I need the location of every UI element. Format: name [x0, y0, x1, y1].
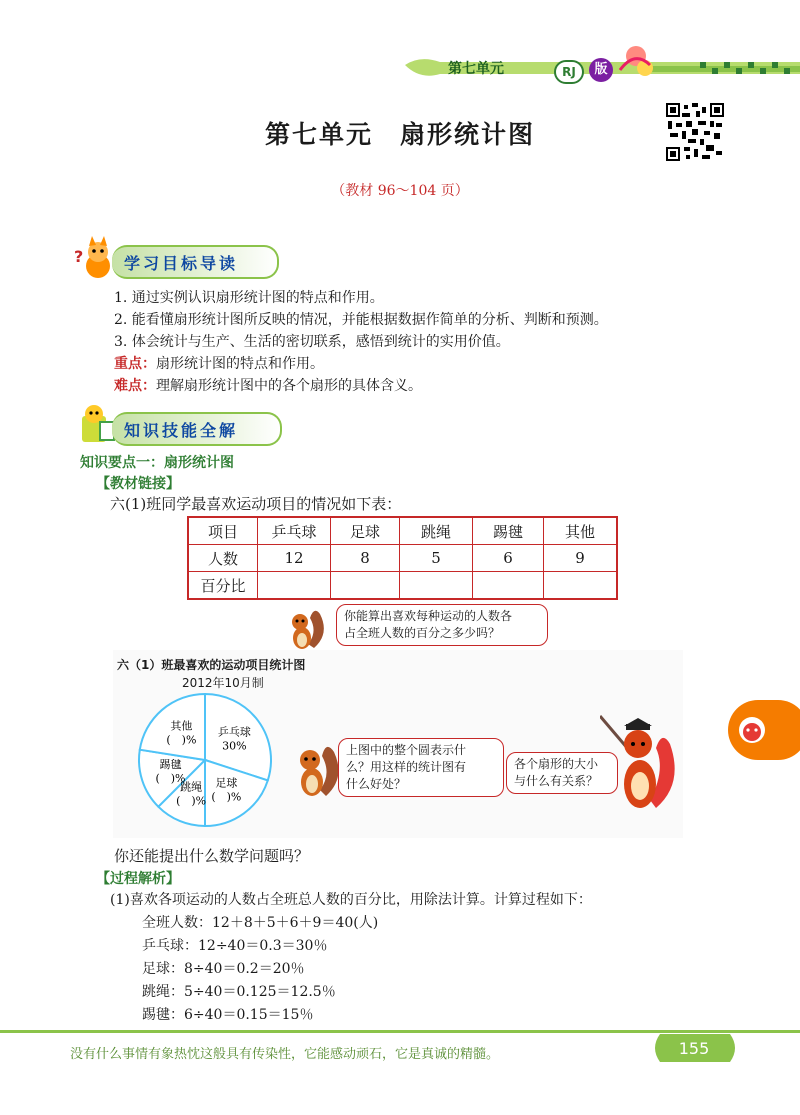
edition-rj-badge: RJ [554, 60, 584, 84]
bubble-line: 与什么有关系？ [514, 774, 599, 788]
page-title: 第七单元 扇形统计图 [264, 120, 535, 149]
extra-question: 你还能提出什么数学问题吗？ [114, 847, 310, 865]
pie-slice-value: ( )% [155, 772, 186, 786]
page-number: 155 [678, 1039, 710, 1058]
analysis-line: 跳绳：5÷40＝0.125＝12.5％ [142, 984, 336, 1000]
pie-slice-label: 其他 [170, 719, 193, 733]
bubble-line: 占全班人数的百分之多少吗？ [344, 626, 501, 640]
table-row-label: 人数 [188, 545, 258, 572]
bubble-line: 上图中的整个圆表示什 [346, 743, 467, 757]
speech-bubble [338, 738, 504, 797]
teacher-squirrel-icon [600, 704, 684, 814]
table-cell: 6 [473, 545, 544, 572]
pie-slice-label: 足球 [215, 776, 238, 790]
table-header-cell: 踢毽 [473, 517, 544, 545]
table-cell-empty [473, 572, 544, 600]
unit-tab: 第七单元 [448, 61, 504, 77]
chart-subtitle: 2012年10月制 [182, 676, 264, 690]
table-row [188, 572, 617, 600]
pie-slice-label: 乒乓球 [217, 725, 251, 739]
analysis-line: 踢毽：6÷40＝0.15＝15％ [142, 1007, 314, 1023]
difficulty-label: 难点： [114, 378, 156, 394]
table-header-cell: 项目 [188, 517, 258, 545]
pie-slice-label: 跳绳 [180, 780, 203, 794]
difficulty [114, 376, 422, 396]
pie-slice-value: ( )% [176, 794, 207, 808]
analysis-line: 足球：8÷40＝0.2＝20％ [142, 961, 305, 977]
side-tab-icon [728, 700, 800, 760]
goal-item-3: 3. 体会统计与生产、生活的密切联系，感悟到统计的实用价值。 [114, 334, 510, 350]
table-header-cell: 乒乓球 [258, 517, 331, 545]
analysis-line: 乒乓球：12÷40＝0.3＝30％ [142, 938, 328, 954]
header-band [0, 40, 800, 90]
table-cell-empty [544, 572, 618, 600]
pie-slice-value: 30% [222, 739, 247, 753]
table-cell: 9 [544, 545, 618, 572]
table-row-label: 百分比 [188, 572, 258, 600]
speech-bubble [336, 604, 548, 646]
bubble-line: 你能算出喜欢每种运动的人数各 [344, 609, 513, 623]
squirrel-icon [292, 738, 344, 800]
pie-slice-value: ( )% [166, 733, 197, 747]
pie-slice-value: ( )% [211, 790, 242, 804]
edition-ban-badge: 版 [589, 58, 613, 82]
chart-title: 六（1）班最喜欢的运动项目统计图 [117, 658, 306, 672]
table-cell-empty [258, 572, 331, 600]
sports-table [187, 516, 618, 600]
table-row [188, 517, 617, 545]
key-point-label: 重点： [114, 356, 156, 372]
table-cell: 8 [331, 545, 400, 572]
table-header-cell: 足球 [331, 517, 400, 545]
bubble-line: 么？用这样的统计图有 [346, 760, 467, 774]
bubble-line: 什么好处？ [346, 777, 407, 791]
table-header-cell: 其他 [544, 517, 618, 545]
knowledge-point-title: 知识要点一：扇形统计图 [80, 455, 234, 471]
section-heading-goals: 学习目标导读 [124, 254, 239, 273]
analysis-heading: 【过程解析】 [96, 871, 180, 887]
goal-item-1: 1. 通过实例认识扇形统计图的特点和作用。 [114, 290, 384, 306]
key-point [114, 354, 324, 374]
table-cell: 12 [258, 545, 331, 572]
pie-slice-label: 踢毽 [159, 758, 182, 772]
footer-motto: 没有什么事情有象热忱这般具有传染性，它能感动顽石，它是真诚的精髓。 [70, 1047, 500, 1062]
analysis-line: (1)喜欢各项运动的人数占全班总人数的百分比，用除法计算。计算过程如下： [110, 892, 592, 908]
textbook-link-label: 【教材链接】 [96, 476, 180, 492]
pie-chart [130, 690, 280, 830]
table-cell-empty [331, 572, 400, 600]
analysis-line: 全班人数：12＋8＋5＋6＋9＝40(人) [142, 915, 379, 931]
table-cell: 5 [400, 545, 473, 572]
section-heading-skills: 知识技能全解 [124, 421, 239, 440]
difficulty-text: 理解扇形统计图中的各个扇形的具体含义。 [156, 378, 422, 394]
table-cell-empty [400, 572, 473, 600]
squirrel-icon [284, 604, 330, 652]
goal-item-2: 2. 能看懂扇形统计图所反映的情况，并能根据数据作简单的分析、判断和预测。 [114, 312, 608, 328]
table-header-cell: 跳绳 [400, 517, 473, 545]
key-point-text: 扇形统计图的特点和作用。 [156, 356, 324, 372]
textbook-pages: （教材 96～104 页） [331, 183, 469, 199]
table-row [188, 545, 617, 572]
svg-text:?: ? [74, 247, 84, 266]
table-intro: 六(1)班同学最喜欢运动项目的情况如下表： [110, 495, 402, 513]
bubble-line: 各个扇形的大小 [514, 757, 599, 771]
